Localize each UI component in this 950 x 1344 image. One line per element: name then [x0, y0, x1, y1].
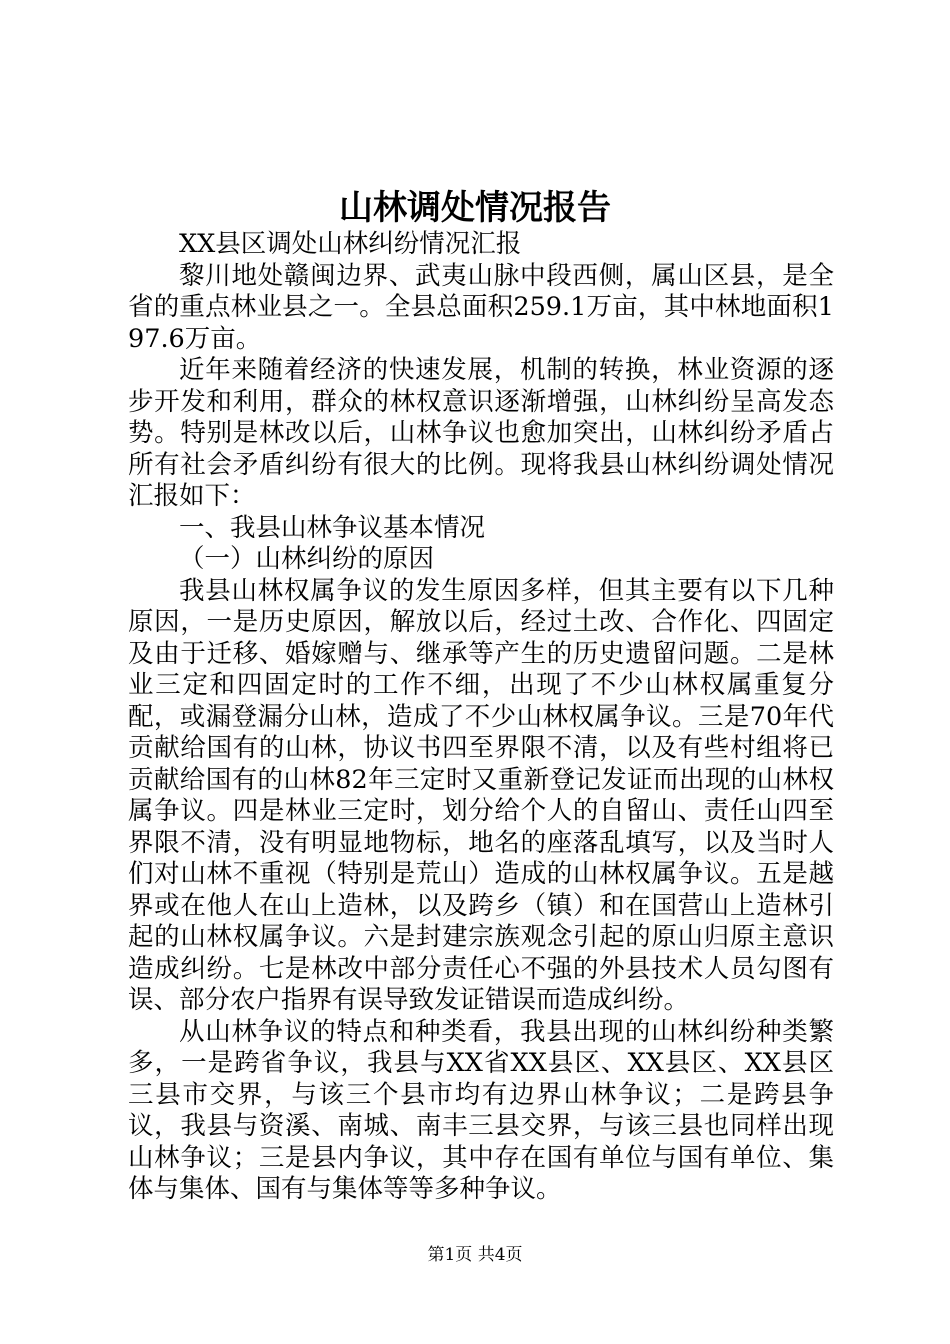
paragraph-background: 近年来随着经济的快速发展，机制的转换，林业资源的逐步开发和利用，群众的林权意识逐渐增强，山林纠纷呈高发态势。特别是林改以后，山林争议也愈加突出，山林纠纷矛盾占所有社会矛盾纠纷有很大的比例。现将我县山林纠纷调处情况汇报如下： — [128, 355, 834, 511]
paragraph-overview: 黎川地处赣闽边界、武夷山脉中段西侧，属山区县，是全省的重点林业县之一。全县总面积259.1万亩，其中林地面积197.6万亩。 — [128, 260, 834, 354]
page-title: 山林调处情况报告 — [339, 188, 611, 228]
subsection-heading: （一）山林纠纷的原因 — [179, 544, 435, 574]
document-body — [128, 229, 834, 1206]
page-footer: 第1页 共4页 — [427, 1245, 523, 1265]
paragraph-causes: 我县山林权属争议的发生原因多样，但其主要有以下几种原因，一是历史原因，解放以后，经过土改、合作化、四固定及由于迁移、婚嫁赠与、继承等产生的历史遗留问题。二是林业三定和四固定时的工作不细，出现了不少山林权属重复分配，或漏登漏分山林，造成了不少山林权属争议。三是70年代贡献给国有的山林，协议书四至界限不清，以及有些村组将已贡献给国有的山林82年三定时又重新登记发证而出现的山林权属争议。四是林业三定时，划分给个人的自留山、责任山四至界限不清，没有明显地物标，地名的座落乱填写，以及当时人们对山林不重视（特别是荒山）造成的山林权属争议。五是越界或在他人在山上造林，以及跨乡（镇）和在国营山上造林引起的山林权属争议。六是封建宗族观念引起的原山归原主意识造成纠纷。七是林改中部分责任心不强的外县技术人员勾图有误、部分农户指界有误导致发证错误而造成纠纷。 — [128, 575, 834, 1015]
paragraph-types: 从山林争议的特点和种类看，我县出现的山林纠纷种类繁多，一是跨省争议，我县与XX省XX县区、XX县区、XX县区三县市交界，与该三个县市均有边界山林争议；二是跨县争议，我县与资溪、南城、南丰三县交界，与该三县也同样出现山林争议；三是县内争议，其中存在国有单位与国有单位、集体与集体、国有与集体等等多种争议。 — [128, 1016, 834, 1204]
report-subtitle: XX县区调处山林纠纷情况汇报 — [179, 229, 522, 259]
section-heading: 一、我县山林争议基本情况 — [179, 512, 486, 543]
